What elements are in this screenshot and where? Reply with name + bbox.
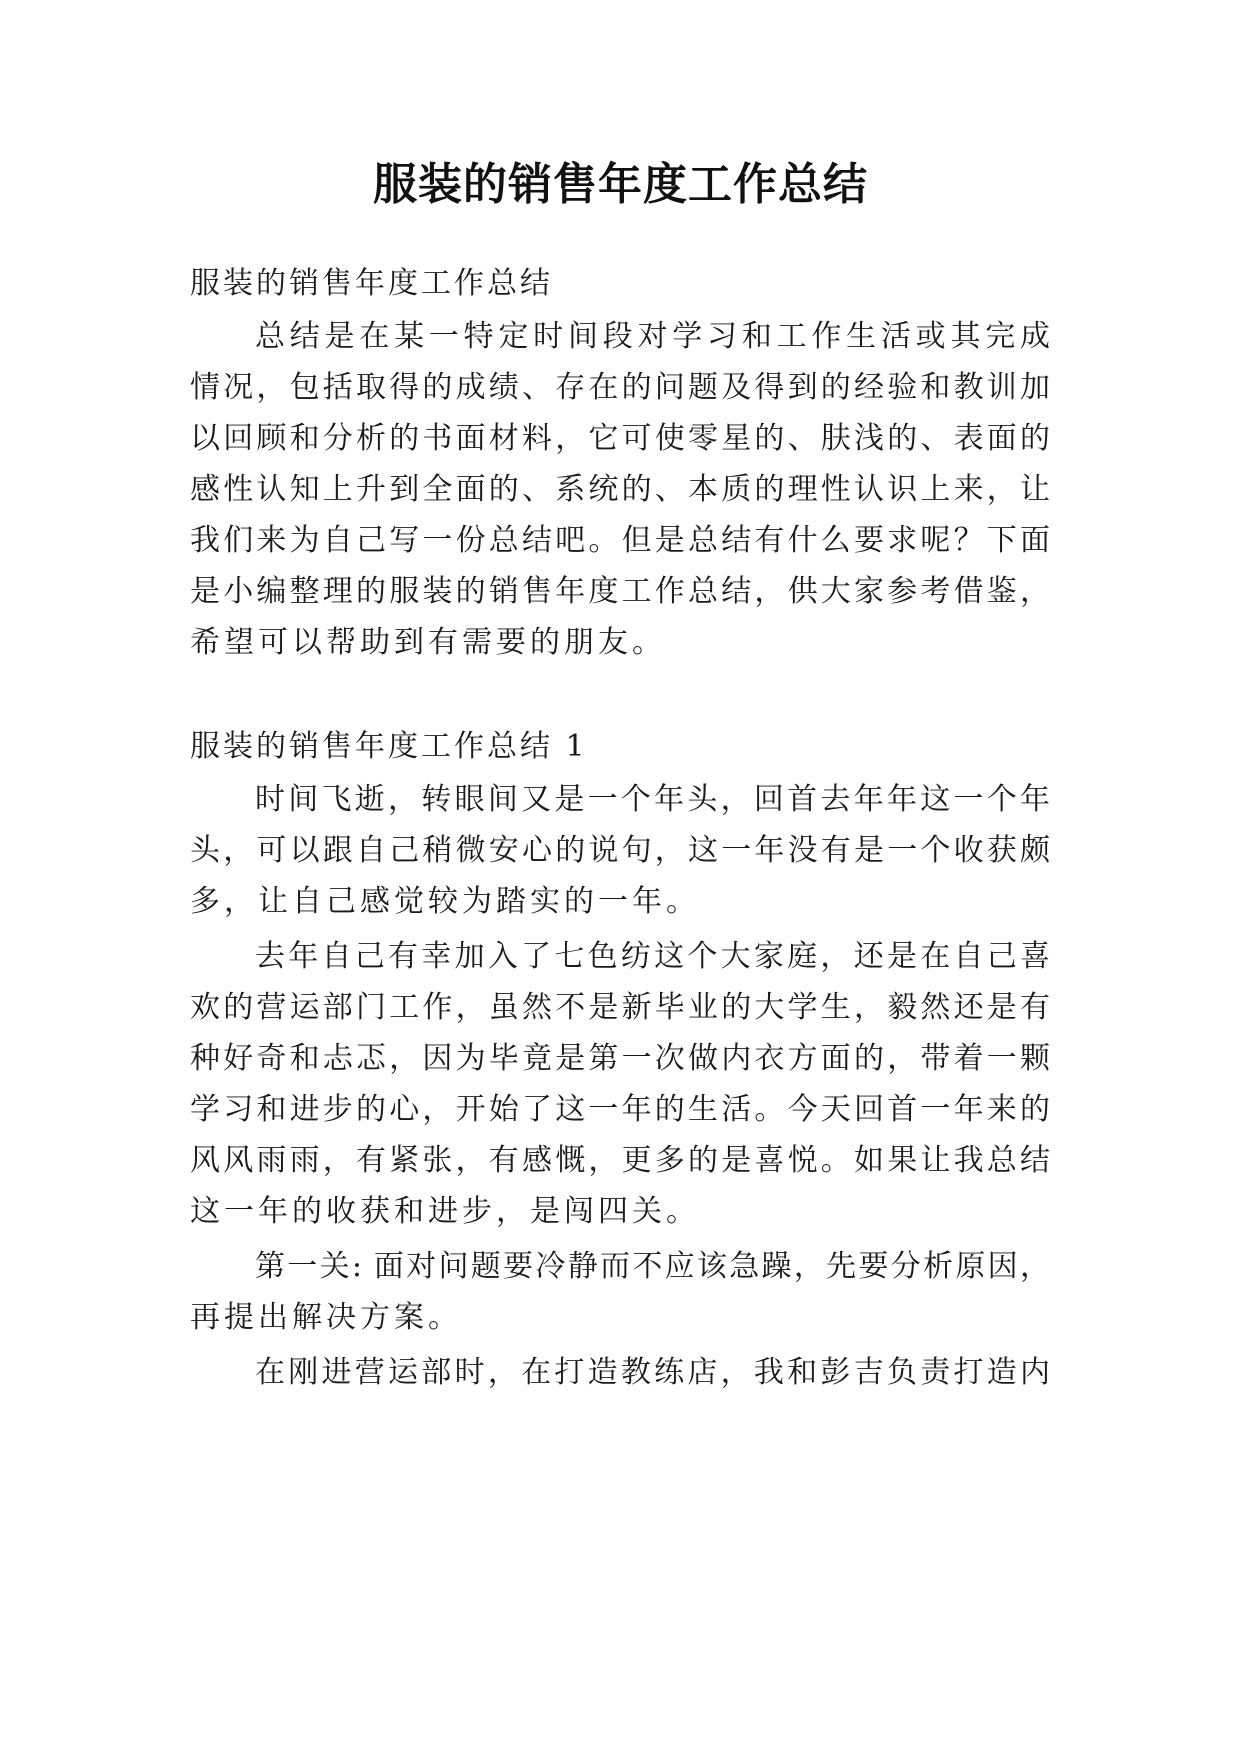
paragraph-line: 种好奇和忐忑，因为毕竟是第一次做内衣方面的，带着一颗 — [190, 1041, 1050, 1076]
intro-line: 情况，包括取得的成绩、存在的问题及得到的经验和教训加 — [190, 370, 1050, 405]
intro-line: 希望可以帮助到有需要的朋友。 — [190, 625, 666, 660]
intro-line: 总结是在某一特定时间段对学习和工作生活或其完成 — [255, 319, 1050, 354]
paragraph-line: 头，可以跟自己稍微安心的说句，这一年没有是一个收获颇 — [190, 833, 1050, 868]
intro-line: 是小编整理的服装的销售年度工作总结，供大家参考借鉴， — [190, 574, 1050, 609]
paragraph-line: 在刚进营运部时，在打造教练店，我和彭吉负责打造内 — [255, 1355, 1050, 1390]
intro-line: 我们来为自己写一份总结吧。但是总结有什么要求呢？下面 — [190, 523, 1050, 558]
paragraph-line: 多，让自己感觉较为踏实的一年。 — [190, 884, 700, 919]
paragraph-line: 再提出解决方案。 — [190, 1300, 462, 1335]
paragraph-line: 第一关: 面对问题要冷静而不应该急躁，先要分析原因， — [255, 1249, 1050, 1284]
section-heading: 服装的销售年度工作总结 1 — [190, 729, 588, 764]
intro-line: 以回顾和分析的书面材料，它可使零星的、肤浅的、表面的 — [190, 421, 1050, 456]
paragraph-line: 欢的营运部门工作，虽然不是新毕业的大学生，毅然还是有 — [190, 990, 1050, 1025]
paragraph-line: 时间飞逝，转眼间又是一个年头，回首去年年这一个年 — [255, 782, 1050, 817]
intro-heading: 服装的销售年度工作总结 — [190, 266, 553, 301]
intro-line: 感性认知上升到全面的、系统的、本质的理性认识上来，让 — [190, 472, 1050, 507]
paragraph-line: 去年自己有幸加入了七色纺这个大家庭，还是在自己喜 — [255, 939, 1050, 974]
paragraph-line: 风风雨雨，有紧张，有感慨，更多的是喜悦。如果让我总结 — [190, 1143, 1050, 1178]
paragraph-line: 学习和进步的心，开始了这一年的生活。今天回首一年来的 — [190, 1092, 1050, 1127]
paragraph-line: 这一年的收获和进步，是闯四关。 — [190, 1194, 700, 1229]
document-title: 服装的销售年度工作总结 — [373, 159, 868, 210]
